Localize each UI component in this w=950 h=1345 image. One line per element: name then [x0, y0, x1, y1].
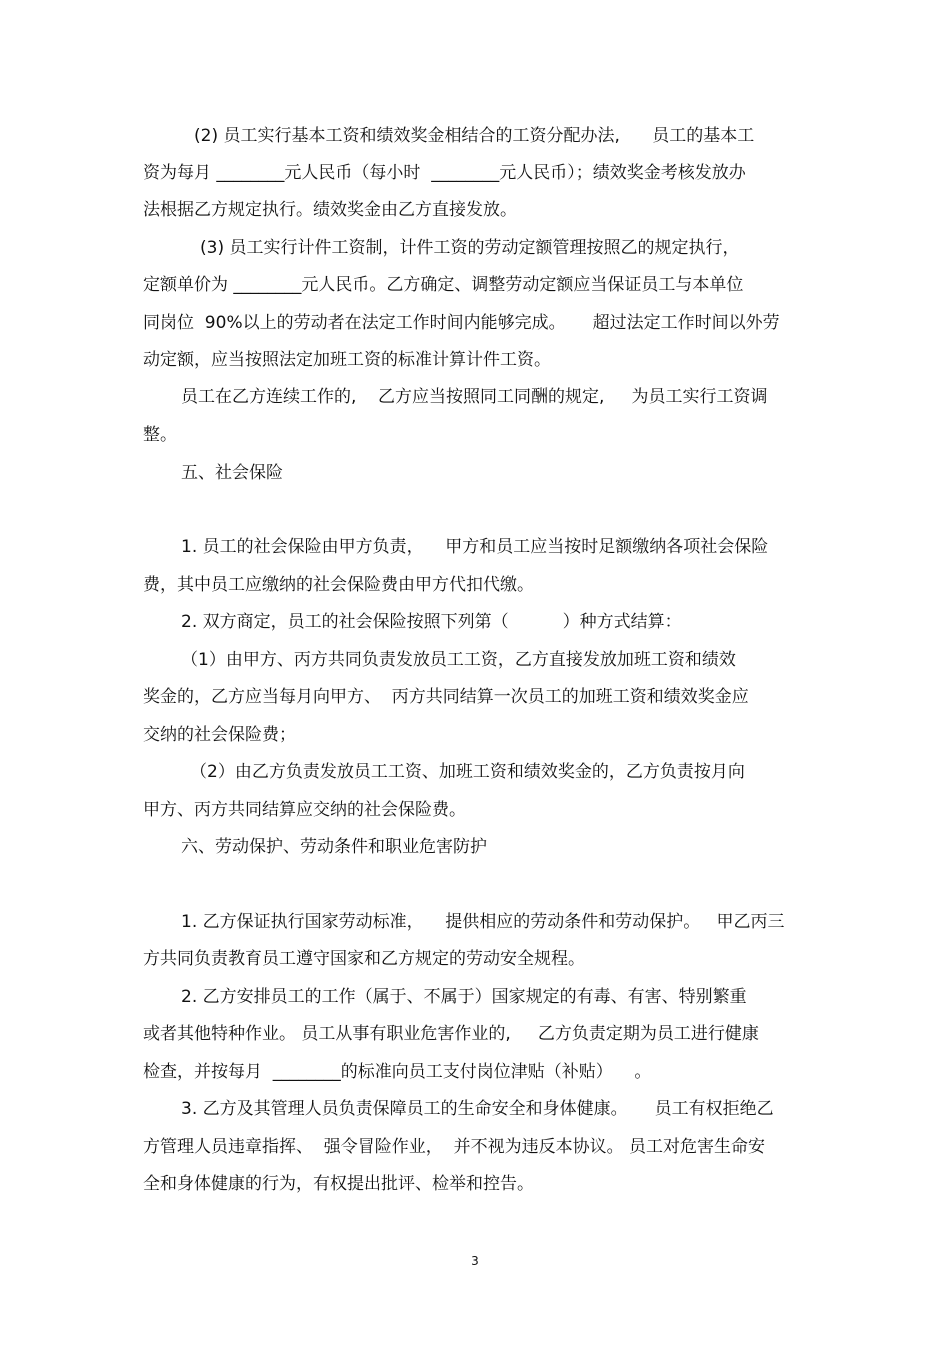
text-line: 费，其中员工应缴纳的社会保险费由甲方代扣代缴。 [143, 575, 534, 595]
text-line: （1）由甲方、丙方共同负责发放员工工资，乙方直接发放加班工资和绩效 [181, 650, 736, 670]
text-line: 甲方、丙方共同结算应交纳的社会保险费。 [143, 800, 466, 820]
text-line: 全和身体健康的行为，有权提出批评、检举和控告。 [143, 1174, 534, 1194]
text-line: 1. 乙方保证执行国家劳动标准， 提供相应的劳动条件和劳动保护。 甲乙丙三 [181, 912, 785, 932]
text-line: 同岗位 90%以上的劳动者在法定工作时间内能够完成。 超过法定工作时间以外劳 [143, 313, 780, 333]
text-line: 定额单价为 ________元人民币。乙方确定、调整劳动定额应当保证员工与本单位 [143, 275, 744, 295]
text-line: 资为每月 ________元人民币（每小时 ________元人民币）；绩效奖金考核发放办 [143, 163, 746, 183]
text-line: 2. 乙方安排员工的工作（属于、不属于）国家规定的有毒、有害、特别繁重 [181, 987, 747, 1007]
text-line: 1. 员工的社会保险由甲方负责， 甲方和员工应当按时足额缴纳各项社会保险 [181, 537, 769, 557]
text-line: (2) 员工实行基本工资和绩效奖金相结合的工资分配办法, 员工的基本工 [194, 126, 755, 146]
text-line: 法根据乙方规定执行。绩效奖金由乙方直接发放。 [143, 200, 517, 220]
text-line: 方共同负责教育员工遵守国家和乙方规定的劳动安全规程。 [143, 949, 585, 969]
text-line: 检查，并按每月 ________的标准向员工支付岗位津贴（补贴） 。 [143, 1062, 652, 1082]
section-heading: 六、劳动保护、劳动条件和职业危害防护 [181, 837, 487, 857]
text-line: 员工在乙方连续工作的, 乙方应当按照同工同酬的规定, 为员工实行工资调 [181, 387, 768, 407]
text-line: 交纳的社会保险费； [143, 725, 296, 745]
text-line: 整。 [143, 425, 177, 445]
text-line: 奖金的，乙方应当每月向甲方、 丙方共同结算一次员工的加班工资和绩效奖金应 [143, 687, 749, 707]
text-line: (3) 员工实行计件工资制，计件工资的劳动定额管理按照乙的规定执行， [200, 238, 740, 258]
page-number: 3 [471, 1254, 479, 1268]
text-line: 或者其他特种作业。 员工从事有职业危害作业的, 乙方负责定期为员工进行健康 [143, 1024, 759, 1044]
text-line: 3. 乙方及其管理人员负责保障员工的生命安全和身体健康。 员工有权拒绝乙 [181, 1099, 774, 1119]
text-line: 2. 双方商定，员工的社会保险按照下列第（ ）种方式结算： [181, 612, 682, 632]
text-line: 方管理人员违章指挥、 强令冒险作业， 并不视为违反本协议。 员工对危害生命安 [143, 1137, 766, 1157]
section-heading: 五、社会保险 [181, 463, 283, 483]
text-line: （2）由乙方负责发放员工工资、加班工资和绩效奖金的，乙方负责按月向 [190, 762, 745, 782]
text-line: 动定额，应当按照法定加班工资的标准计算计件工资。 [143, 350, 551, 370]
